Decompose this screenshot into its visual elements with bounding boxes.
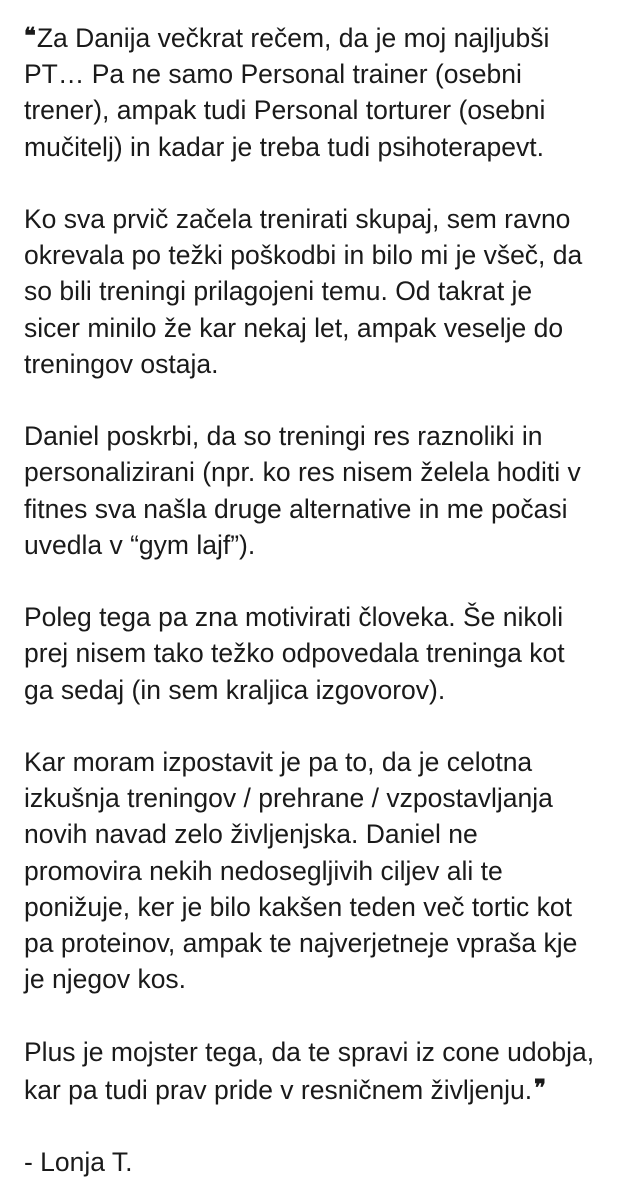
testimonial-paragraph-6 bbox=[24, 1034, 630, 1108]
testimonial-author: - Lonja T. bbox=[24, 1147, 133, 1178]
testimonial-quote bbox=[24, 18, 630, 1180]
paragraph-text: Za Danija večkrat rečem, da je moj najljubši PT… Pa ne samo Personal trainer (osebni trener), ampak tudi Personal torturer (osebni mučitelj) in kadar je treba tudi psihoterapevt. bbox=[24, 23, 550, 162]
testimonial-paragraph-4: Poleg tega pa zna motivirati človeka. Še nikoli prej nisem tako težko odpovedala treninga kot ga sedaj (in sem kraljica izgovorov). bbox=[24, 602, 565, 705]
open-quote-icon: ❝ bbox=[24, 23, 36, 49]
testimonial-paragraph-2: Ko sva prvič začela trenirati skupaj, sem ravno okrevala po težki poškodbi in bilo mi je všeč, da so bili treningi prilagojeni temu. Od takrat je sicer minilo že kar nekaj let, ampak veselje do treningov ostaja. bbox=[24, 204, 583, 379]
testimonial-paragraph-3: Daniel poskrbi, da so treningi res raznoliki in personalizirani (npr. ko res nisem želela hoditi v fitnes sva našla druge alternative in me počasi uvedla v “gym lajf”). bbox=[24, 421, 581, 560]
close-quote-icon: ❞ bbox=[534, 1074, 546, 1101]
paragraph-text: Plus je mojster tega, da te spravi iz cone udobja, kar pa tudi prav pride v resničnem življenju. bbox=[24, 1036, 595, 1105]
testimonial-paragraph-5: Kar moram izpostavit je pa to, da je celotna izkušnja treningov / prehrane / vzpostavljanja novih navad zelo življenjska. Daniel ne promovira nekih nedosegljivih ciljev ali te ponižuje, ker je bilo kakšen teden več tortic kot pa proteinov, ampak te najverjetneje vpraša kje je njegov kos. bbox=[24, 747, 578, 995]
testimonial-paragraph-1 bbox=[24, 18, 630, 165]
